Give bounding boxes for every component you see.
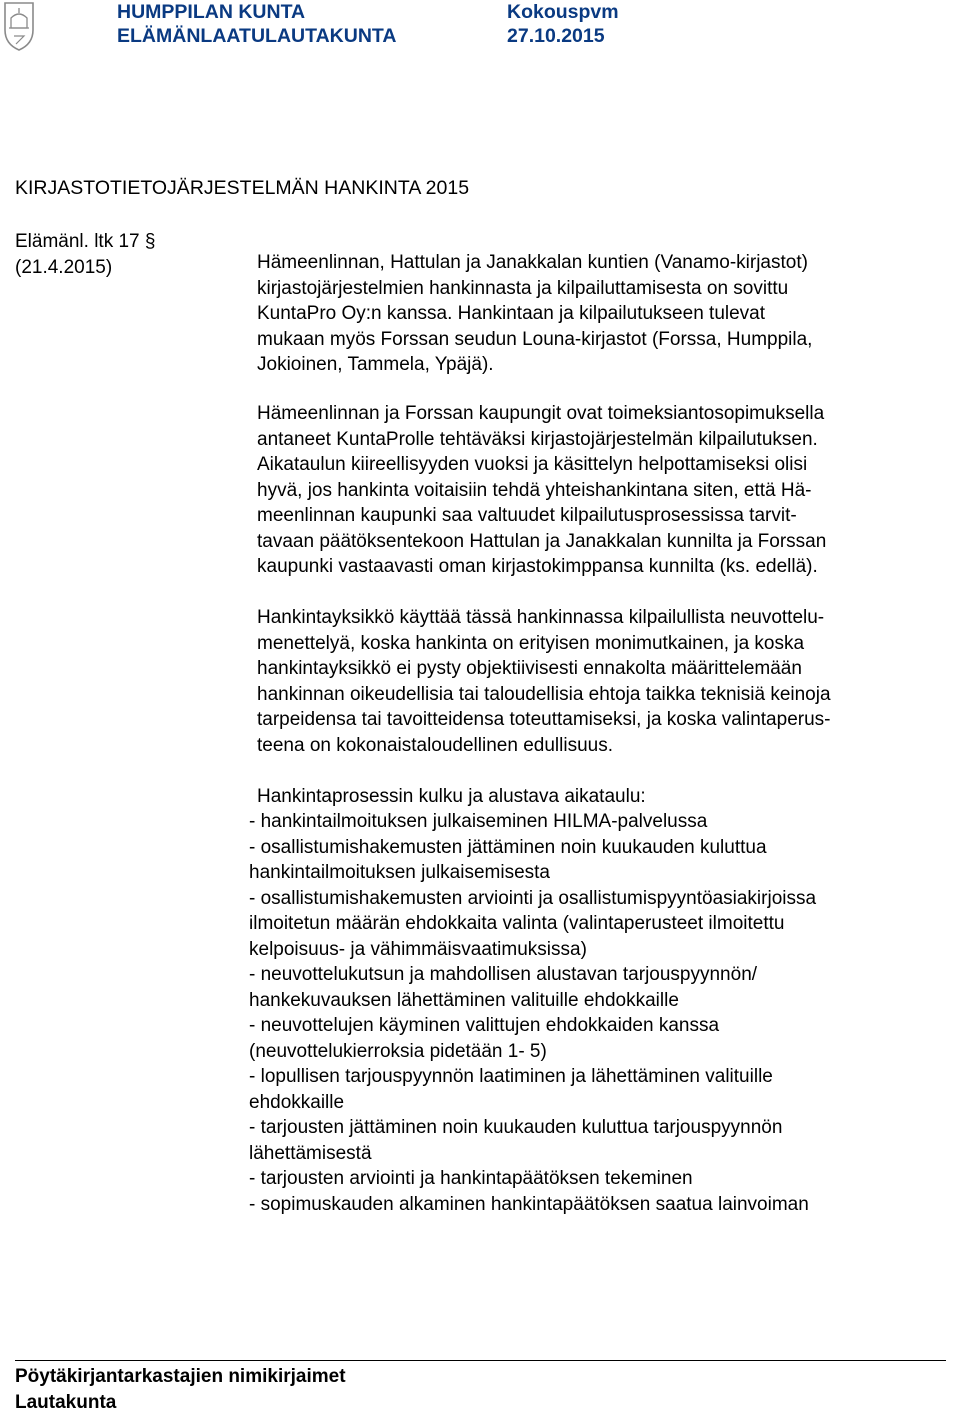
list-item: - osallistumishakemusten jättäminen noin kuukauden kuluttua hankintailmoituksen julkaisemisesta — [249, 836, 767, 883]
meeting-date-label: Kokouspvm — [507, 1, 619, 23]
paragraph-procedure: Hankintayksikkö käyttää tässä hankinnassa kilpailullista neuvottelu- menettelyä, koska hankinta on erityisen monimutkainen, ja koska hankintayksikkö ei pysty objektiivisesti ennakolta määrittelemään hankinnan oikeudellisia tai taloudellisia ehtoja taikka teknisiä keinoja tarpeidensa tai tavoitteidensa toteuttamiseksi, ja koska valintaperus- teena on kokonaistaloudellinen edullisuus. — [257, 607, 831, 756]
reference-text: Elämänl. ltk 17 § (21.4.2015) — [15, 231, 156, 278]
process-heading: Hankintaprosessin kulku ja alustava aikataulu: — [257, 786, 646, 807]
document-title: KIRJASTOTIETOJÄRJESTELMÄN HANKINTA 2015 — [15, 177, 470, 199]
document-header-meeting — [507, 0, 619, 48]
committee-name: ELÄMÄNLAATULAUTAKUNTA — [117, 25, 397, 47]
municipality-name: HUMPPILAN KUNTA — [117, 1, 306, 23]
paragraph-background: Hämeenlinnan, Hattulan ja Janakkalan kuntien (Vanamo-kirjastot) kirjastojärjestelmien hankinnasta ja kilpailuttamisesta on sovittu KuntaPro Oy:n kanssa. Hankintaan ja kilpailutukseen tulevat mukaan myös Forssan seudun Louna-kirjastot (Forssa, Humppila, Jokioinen, Tammela, Ypäjä). — [257, 252, 813, 375]
document-header-organization — [117, 0, 396, 48]
meeting-date: 27.10.2015 — [507, 25, 605, 47]
list-item: - lopullisen tarjouspyynnön laatiminen ja lähettäminen valituille ehdokkaille — [249, 1066, 773, 1113]
list-item: - neuvottelukutsun ja mahdollisen alustavan tarjouspyynnön/ hankekuvauksen lähettäminen valituille ehdokkaille — [249, 964, 758, 1011]
committee-footer-label: Lautakunta — [15, 1392, 117, 1413]
list-item: - osallistumishakemusten arviointi ja osallistumispyyntöasiakirjoissa ilmoitetun määrän ehdokkaita valinta (valintaperusteet ilmoitettu kelpoisuus- ja vähimmäisvaatimuksissa) — [249, 887, 817, 960]
signatures-label: Pöytäkirjantarkastajien nimikirjaimet — [15, 1366, 346, 1387]
signature-divider — [15, 1360, 946, 1361]
list-item: - neuvottelujen käyminen valittujen ehdokkaiden kanssa (neuvottelukierroksia pidetään 1- 5) — [249, 1015, 720, 1062]
list-item: - sopimuskauden alkaminen hankintapäätöksen saatua lainvoiman — [249, 1193, 809, 1215]
paragraph-mandate: Hämeenlinnan ja Forssan kaupungit ovat toimeksiantosopimuksella antaneet KuntaProlle tehtäväksi kirjastojärjestelmän kilpailutuksen. Aikataulun kiireellisyyden vuoksi ja käsittelyn helpottamiseksi olisi hyvä, jos hankinta voitaisiin tehdä yhteishankintana siten, että Hä- meenlinnan kaupunki saa valtuudet kilpailutusprosessissa tarvit- tavaan päätöksentekoon Hattulan ja Janakkalan kunnilta ja Forssan kaupunki vastaavasti oman kirjastokimppansa kunnilta (ks. edellä). — [257, 403, 827, 577]
list-item: - hankintailmoituksen julkaiseminen HILMA-palvelussa — [249, 811, 708, 832]
municipality-crest-logo — [2, 0, 36, 52]
previous-decision-reference — [15, 229, 155, 280]
list-item: - tarjousten arviointi ja hankintapäätöksen tekeminen — [249, 1168, 693, 1189]
list-item: - tarjousten jättäminen noin kuukauden kuluttua tarjouspyynnön lähettämisestä — [249, 1117, 783, 1164]
process-steps-list — [249, 809, 939, 1217]
